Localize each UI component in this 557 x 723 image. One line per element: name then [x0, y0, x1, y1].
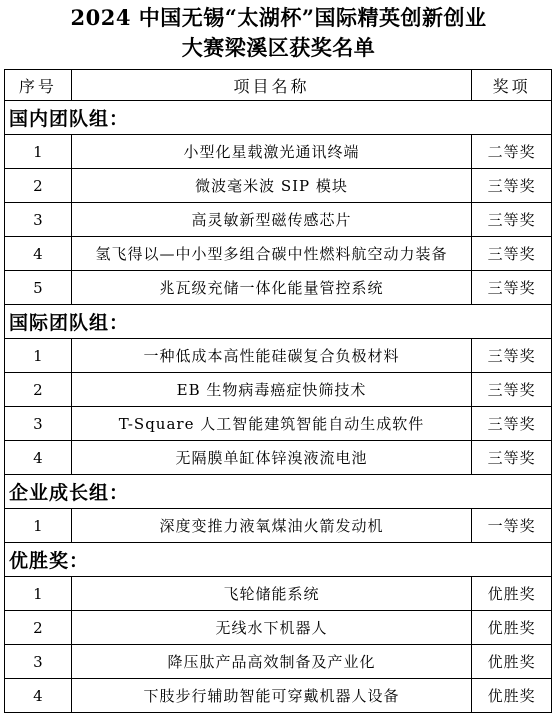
- header-project: 项目名称: [72, 70, 472, 100]
- table-row: [5, 169, 552, 203]
- table-row: [5, 645, 552, 679]
- row-award: 三等奖: [472, 237, 552, 270]
- group-row-excellence: [5, 543, 552, 577]
- row-award: 优胜奖: [472, 645, 552, 678]
- row-project: EB 生物病毒癌症快筛技术: [72, 373, 472, 406]
- award-table: [4, 69, 552, 713]
- row-index: 3: [5, 203, 72, 236]
- table-row: [5, 611, 552, 645]
- group-label: 企业成长组：: [5, 475, 552, 508]
- table-row: [5, 373, 552, 407]
- table-row: [5, 339, 552, 373]
- row-award: 三等奖: [472, 271, 552, 304]
- row-index: 1: [5, 577, 72, 610]
- row-index: 3: [5, 407, 72, 440]
- row-project: 小型化星载激光通讯终端: [72, 135, 472, 168]
- group-row-domestic: [5, 101, 552, 135]
- table-row: [5, 203, 552, 237]
- table-row: [5, 679, 552, 713]
- row-award: 一等奖: [472, 509, 552, 542]
- row-award: 优胜奖: [472, 577, 552, 610]
- table-row: [5, 577, 552, 611]
- row-project: 下肢步行辅助智能可穿戴机器人设备: [72, 679, 472, 712]
- row-award: 三等奖: [472, 407, 552, 440]
- row-project: 氢飞得以—中小型多组合碳中性燃料航空动力装备: [72, 237, 472, 270]
- row-project: 一种低成本高性能硅碳复合负极材料: [72, 339, 472, 372]
- row-project: 深度变推力液氧煤油火箭发动机: [72, 509, 472, 542]
- row-index: 1: [5, 509, 72, 542]
- table-row: [5, 135, 552, 169]
- row-award: 三等奖: [472, 373, 552, 406]
- table-header-row: [5, 70, 552, 101]
- row-index: 1: [5, 135, 72, 168]
- table-row: [5, 407, 552, 441]
- row-project: 飞轮储能系统: [72, 577, 472, 610]
- table-row: [5, 237, 552, 271]
- group-row-enterprise: [5, 475, 552, 509]
- group-label: 国内团队组：: [5, 101, 552, 134]
- row-project: 无线水下机器人: [72, 611, 472, 644]
- row-project: 降压肽产品高效制备及产业化: [72, 645, 472, 678]
- table-row: [5, 509, 552, 543]
- header-index: 序号: [5, 70, 72, 100]
- group-label: 优胜奖：: [5, 543, 552, 576]
- row-award: 三等奖: [472, 339, 552, 372]
- group-row-international: [5, 305, 552, 339]
- row-award: 二等奖: [472, 135, 552, 168]
- table-row: [5, 271, 552, 305]
- row-index: 3: [5, 645, 72, 678]
- row-project: 高灵敏新型磁传感芯片: [72, 203, 472, 236]
- row-project: T-Square 人工智能建筑智能自动生成软件: [72, 407, 472, 440]
- row-award: 优胜奖: [472, 611, 552, 644]
- row-index: 5: [5, 271, 72, 304]
- row-project: 无隔膜单缸体锌溴液流电池: [72, 441, 472, 474]
- header-award: 奖项: [472, 70, 552, 100]
- row-award: 三等奖: [472, 203, 552, 236]
- row-index: 4: [5, 237, 72, 270]
- row-project: 微波毫米波 SIP 模块: [72, 169, 472, 202]
- row-index: 2: [5, 611, 72, 644]
- group-label: 国际团队组：: [5, 305, 552, 338]
- row-index: 2: [5, 373, 72, 406]
- row-index: 4: [5, 679, 72, 712]
- page-title-line1: 2024 中国无锡“太湖杯”国际精英创新创业: [70, 5, 487, 30]
- row-award: 三等奖: [472, 169, 552, 202]
- row-award: 优胜奖: [472, 679, 552, 712]
- row-index: 4: [5, 441, 72, 474]
- row-project: 兆瓦级充储一体化能量管控系统: [72, 271, 472, 304]
- page-title-line2: 大赛梁溪区获奖名单: [181, 35, 376, 60]
- row-index: 2: [5, 169, 72, 202]
- row-index: 1: [5, 339, 72, 372]
- row-award: 三等奖: [472, 441, 552, 474]
- table-row: [5, 441, 552, 475]
